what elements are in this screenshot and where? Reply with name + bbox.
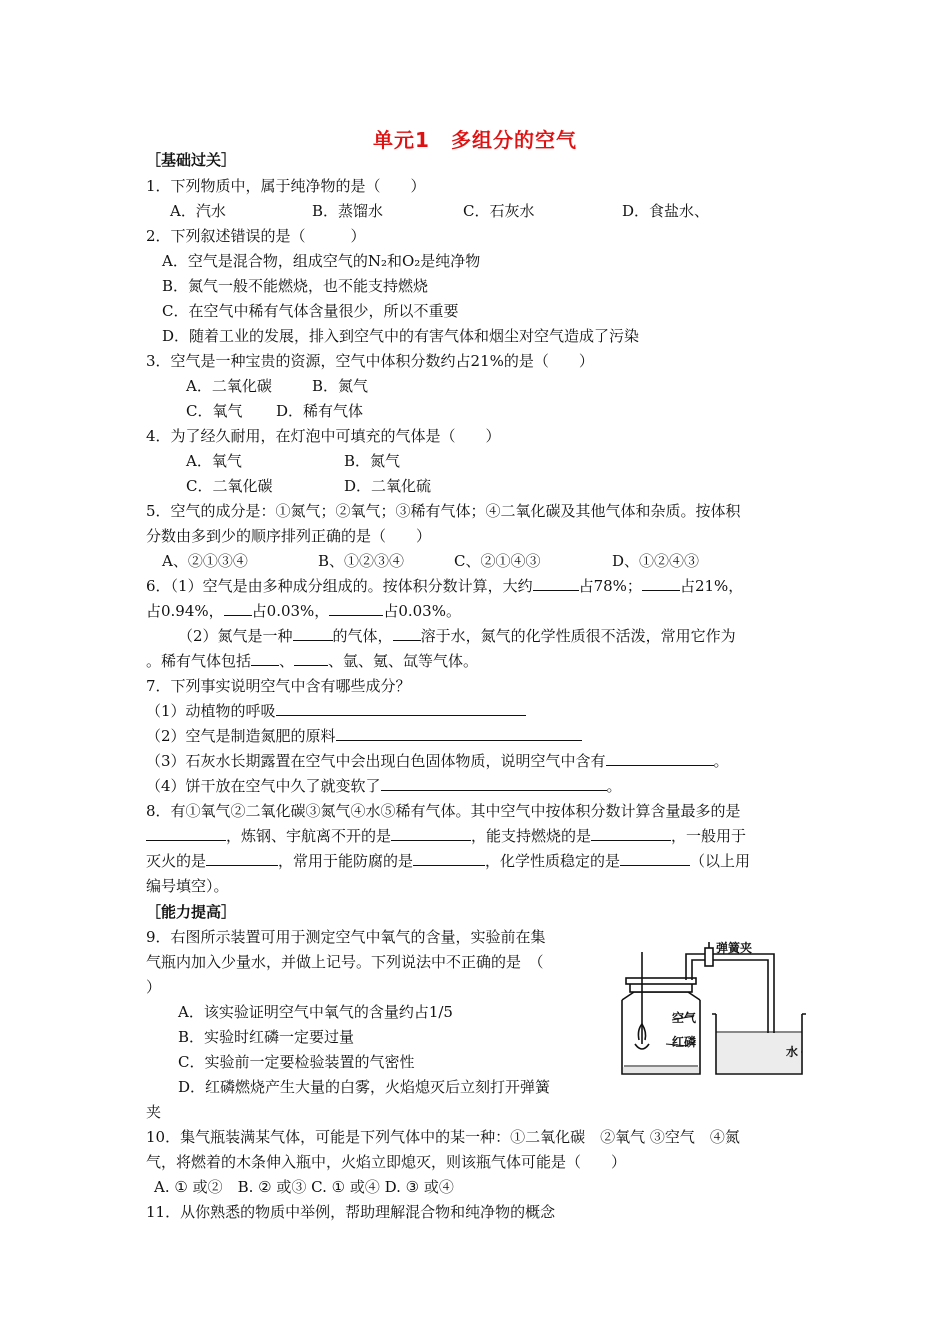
answer-blank[interactable] [206,851,278,866]
q5-option-a: A、②①③④ [162,552,248,570]
answer-blank[interactable] [606,751,714,766]
q7-item1 [146,701,526,721]
q8-text: ，化学性质稳定的是 [485,852,621,870]
answer-blank[interactable] [329,601,383,616]
answer-blank[interactable] [642,576,680,591]
q6-text: 溶于水，氮气的化学性质很不活泼，常用它作为 [420,627,736,645]
answer-blank[interactable] [224,601,252,616]
apparatus-figure [604,940,810,1084]
q9-line2: 气瓶内加入少量水，并做上记号。下列说法中不正确的是 （ [146,953,544,971]
q5-stem-line2: 分数由多到少的顺序排列正确的是（ ） [146,527,432,545]
q9-option-c: C．实验前一定要检验装置的气密性 [178,1053,415,1071]
q3-option-a: A．二氧化碳 [186,377,272,395]
q8-text: 灭火的是 [146,852,207,870]
q6-text: 的气体， [332,627,393,645]
q8-text: ，一般用于 [671,827,747,845]
q7-item3 [146,751,729,771]
q4-option-c: C．二氧化碳 [186,477,273,495]
q8-line3 [146,851,750,871]
answer-blank[interactable] [293,626,333,641]
q1-stem: 1．下列物质中，属于纯净物的是（ ） [146,177,426,195]
q6-text: （2）氮气是一种 [178,627,293,645]
q6-line1 [146,576,743,596]
q9-option-d-cont: 夹 [146,1103,162,1121]
answer-blank[interactable] [393,626,421,641]
answer-blank[interactable] [294,651,328,666]
page-title: 单元1 多组分的空气 [373,128,577,152]
q3-stem: 3．空气是一种宝贵的资源，空气中体积分数约占21%的是（ ） [146,352,594,370]
spoon-cup [635,1044,649,1049]
q10-line1: 10．集气瓶装满某气体，可能是下列气体中的某一种：①二氧化碳 ②氧气 ③空气 ④氮 [146,1128,740,1146]
q7-text: 。 [713,752,729,770]
q6-text: 。稀有气体包括 [146,652,252,670]
q2-option-b: B．氮气一般不能燃烧，也不能支持燃烧 [162,277,429,295]
q2-option-a: A．空气是混合物，组成空气的N₂和O₂是纯净物 [162,252,481,270]
q1-option-c: C．石灰水 [463,202,535,220]
q6-line2 [146,601,461,621]
q4-option-b: B．氮气 [344,452,401,470]
section-advanced: ［能力提高］ [146,903,237,921]
q9-line3: ） [146,978,162,996]
q7-item4 [146,776,622,796]
answer-blank[interactable] [276,701,526,716]
q7-text: （4）饼干放在空气中久了就变软了 [146,777,381,795]
answer-blank[interactable] [591,826,671,841]
q6-text: 占0.03%， [251,602,330,620]
q5-stem-line1: 5．空气的成分是：①氮气；②氧气；③稀有气体；④二氧化碳及其他气体和杂质。按体积 [146,502,741,520]
q6-text: 占21%， [679,577,744,595]
q8-text: ，常用于能防腐的是 [278,852,414,870]
label-air: 空气 [672,1011,697,1025]
q8-text: ，能支持燃烧的是 [471,827,592,845]
q7-text: 。 [606,777,622,795]
q11-stem: 11．从你熟悉的物质中举例，帮助理解混合物和纯净物的概念 [146,1203,556,1221]
q6-text: 、 [279,652,295,670]
q6-text: 占0.03%。 [383,602,461,620]
label-phosphorus: 红磷 [672,1035,697,1049]
q7-text: （3）石灰水长期露置在空气中会出现白色固体物质，说明空气中含有 [146,752,606,770]
q8-line2 [146,826,746,846]
q7-text: （1）动植物的呼吸 [146,702,276,720]
q10-options: A. ① 或② B. ② 或③ C. ① 或④ D. ③ 或④ [154,1178,454,1196]
spring-clip [705,948,713,966]
section-basic: ［基础过关］ [146,151,237,169]
label-spring-clip: 弹簧夹 [716,941,753,955]
q3-option-b: B．氮气 [312,377,369,395]
label-water: 水 [786,1045,799,1059]
q2-stem: 2．下列叙述错误的是（ ） [146,227,366,245]
q8-line1: 8．有①氧气②二氧化碳③氮气④水⑤稀有气体。其中空气中按体积分数计算含量最多的是 [146,802,741,820]
q9-line1: 9．右图所示装置可用于测定空气中氧气的含量，实验前在集 [146,928,546,946]
q5-option-b: B、①②③④ [318,552,405,570]
answer-blank[interactable] [146,826,226,841]
q6-text: 占78%； [578,577,642,595]
answer-blank[interactable] [381,776,607,791]
q8-line4: 编号填空）。 [146,877,229,895]
q4-option-a: A．氧气 [186,452,242,470]
q3-option-c: C．氧气 [186,402,243,420]
answer-blank[interactable] [413,851,485,866]
q6-line3 [178,626,736,646]
q2-option-d: D．随着工业的发展，排入到空气中的有害气体和烟尘对空气造成了污染 [162,327,640,345]
q5-option-c: C、②①④③ [454,552,541,570]
answer-blank[interactable] [391,826,471,841]
q4-option-d: D．二氧化硫 [344,477,432,495]
q7-item2 [146,726,582,746]
q9-option-d: D．红磷燃烧产生大量的白雾，火焰熄灭后立刻打开弹簧 [178,1078,551,1096]
answer-blank[interactable] [336,726,582,741]
q4-stem: 4．为了经久耐用，在灯泡中可填充的气体是（ ） [146,427,501,445]
q5-option-d: D、①②④③ [612,552,700,570]
answer-blank[interactable] [251,651,279,666]
q9-option-b: B．实验时红磷一定要过量 [178,1028,355,1046]
q1-option-b: B．蒸馏水 [312,202,384,220]
q6-text: 、氩、氪、氙等气体。 [328,652,479,670]
q6-line4 [146,651,478,671]
q1-option-a: A．汽水 [170,202,226,220]
q8-text: （以上用 [690,852,751,870]
q8-text: ，炼钢、宇航离不开的是 [226,827,392,845]
q6-text: 6．（1）空气是由多种成分组成的。按体积分数计算，大约 [146,577,533,595]
q2-option-c: C．在空气中稀有气体含量很少，所以不重要 [162,302,459,320]
answer-blank[interactable] [533,576,579,591]
q7-text: （2）空气是制造氮肥的原料 [146,727,336,745]
q6-text: 占0.94%， [146,602,224,620]
q3-option-d: D．稀有气体 [276,402,364,420]
bottle-shoulder [622,992,700,1000]
bottle-water [623,1067,699,1073]
q7-stem: 7．下列事实说明空气中含有哪些成分？ [146,677,411,695]
answer-blank[interactable] [620,851,690,866]
q1-option-d: D．食盐水、 [622,202,710,220]
q10-line2: 气，将燃着的木条伸入瓶中，火焰立即熄灭，则该瓶气体可能是（ ） [146,1153,627,1171]
q9-option-a: A．该实验证明空气中氧气的含量约占1/5 [178,1003,453,1021]
